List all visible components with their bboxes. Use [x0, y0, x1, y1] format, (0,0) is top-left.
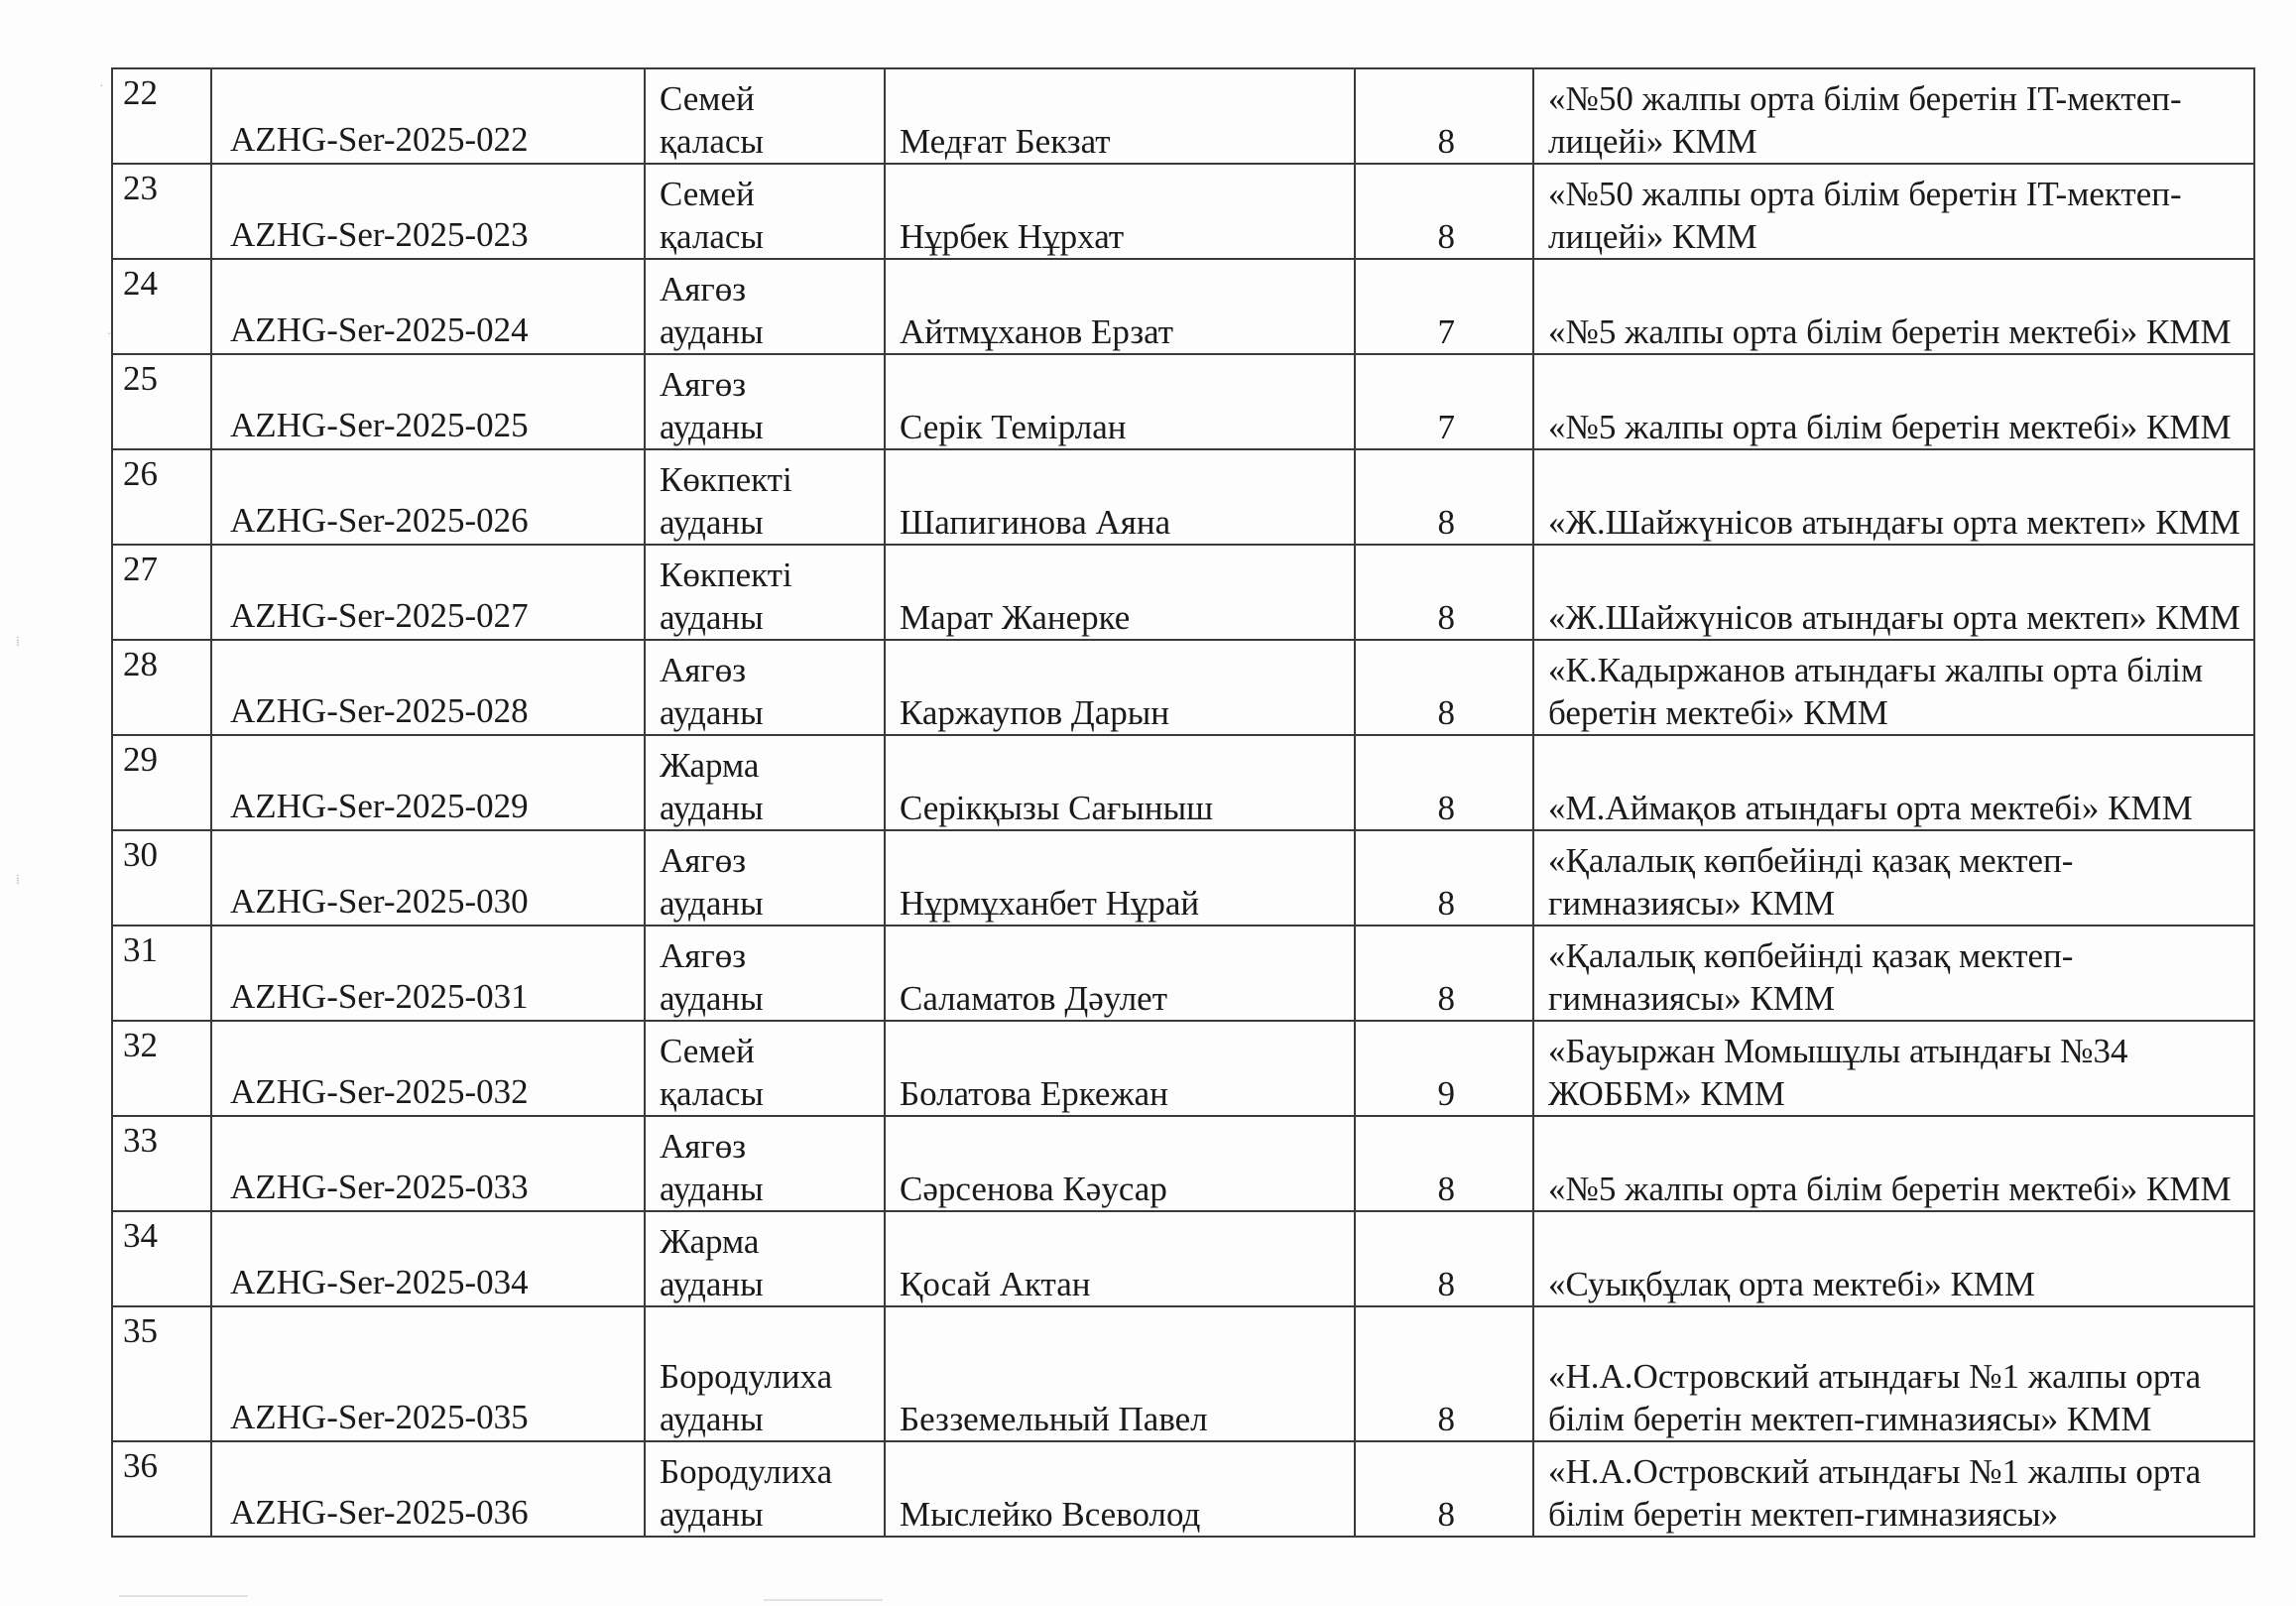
- participant-code-cell: AZHG-Ser-2025-026: [211, 449, 645, 545]
- region-type: ауданы: [660, 1400, 764, 1438]
- participant-name-cell: Нұрбек Нұрхат: [885, 164, 1355, 259]
- row-number-cell: 28: [112, 640, 211, 735]
- region-cell: [645, 1441, 885, 1537]
- table-row: [112, 164, 2254, 259]
- participant-code-cell: AZHG-Ser-2025-032: [211, 1021, 645, 1116]
- region-cell: [645, 545, 885, 640]
- region-name: Жарма: [660, 1222, 760, 1261]
- school-cell: «Бауыржан Момышұлы атындағы №34 ЖОББМ» КММ: [1533, 1021, 2254, 1116]
- row-number-cell: 36: [112, 1441, 211, 1537]
- grade-cell: 8: [1355, 68, 1533, 164]
- region-cell: [645, 1021, 885, 1116]
- participant-name-cell: Нұрмұханбет Нұрай: [885, 830, 1355, 926]
- school-cell: «Қалалық көпбейінді қазақ мектеп-гимназиясы» КММ: [1533, 926, 2254, 1021]
- region-type: ауданы: [660, 408, 764, 446]
- table-row: [112, 449, 2254, 545]
- grade-cell: 8: [1355, 1211, 1533, 1306]
- region-name: Семей: [660, 175, 755, 213]
- grade-cell: 7: [1355, 259, 1533, 354]
- table-row: [112, 1116, 2254, 1211]
- table-row: [112, 1021, 2254, 1116]
- table-row: [112, 640, 2254, 735]
- participant-name-cell: Серікқызы Сағыныш: [885, 735, 1355, 830]
- participant-code-cell: AZHG-Ser-2025-033: [211, 1116, 645, 1211]
- region-cell: [645, 735, 885, 830]
- table-row: [112, 1211, 2254, 1306]
- participant-code-cell: AZHG-Ser-2025-035: [211, 1306, 645, 1441]
- table-row: [112, 259, 2254, 354]
- participant-code-cell: AZHG-Ser-2025-024: [211, 259, 645, 354]
- participant-name-cell: Безземельный Павел: [885, 1306, 1355, 1441]
- row-number-cell: 24: [112, 259, 211, 354]
- region-type: ауданы: [660, 1170, 764, 1208]
- grade-cell: 8: [1355, 545, 1533, 640]
- grade-cell: 8: [1355, 926, 1533, 1021]
- table-row: [112, 68, 2254, 164]
- participant-code-cell: AZHG-Ser-2025-031: [211, 926, 645, 1021]
- row-number-cell: 30: [112, 830, 211, 926]
- grade-cell: 8: [1355, 449, 1533, 545]
- scan-artifact-line: [119, 1595, 248, 1597]
- table-row: [112, 1306, 2254, 1441]
- table-row: [112, 545, 2254, 640]
- row-number-cell: 26: [112, 449, 211, 545]
- region-type: қаласы: [660, 122, 764, 161]
- row-number-cell: 31: [112, 926, 211, 1021]
- region-cell: [645, 68, 885, 164]
- grade-cell: 8: [1355, 1441, 1533, 1537]
- region-cell: [645, 1306, 885, 1441]
- participants-table: [111, 67, 2255, 1538]
- grade-cell: 7: [1355, 354, 1533, 449]
- participant-code-cell: AZHG-Ser-2025-030: [211, 830, 645, 926]
- school-cell: «Ж.Шайжүнісов атындағы орта мектеп» КММ: [1533, 545, 2254, 640]
- scan-margin-mark: ⁞: [16, 873, 20, 888]
- participant-name-cell: Қосай Актан: [885, 1211, 1355, 1306]
- participant-name-cell: Медғат Бекзат: [885, 68, 1355, 164]
- grade-cell: 9: [1355, 1021, 1533, 1116]
- grade-cell: 8: [1355, 1116, 1533, 1211]
- region-type: ауданы: [660, 884, 764, 923]
- participant-name-cell: Сәрсенова Кәусар: [885, 1116, 1355, 1211]
- participant-name-cell: Шапигинова Аяна: [885, 449, 1355, 545]
- row-number-cell: 29: [112, 735, 211, 830]
- region-type: қаласы: [660, 217, 764, 256]
- table-row: [112, 1441, 2254, 1537]
- table-row: [112, 926, 2254, 1021]
- participant-code-cell: AZHG-Ser-2025-029: [211, 735, 645, 830]
- row-number-cell: 25: [112, 354, 211, 449]
- participant-code-cell: AZHG-Ser-2025-022: [211, 68, 645, 164]
- region-cell: [645, 926, 885, 1021]
- region-cell: [645, 164, 885, 259]
- region-cell: [645, 640, 885, 735]
- region-name: Аягөз: [660, 936, 747, 975]
- participant-code-cell: AZHG-Ser-2025-023: [211, 164, 645, 259]
- school-cell: «М.Аймақов атындағы орта мектебі» КММ: [1533, 735, 2254, 830]
- region-cell: [645, 354, 885, 449]
- grade-cell: 8: [1355, 735, 1533, 830]
- row-number-cell: 35: [112, 1306, 211, 1441]
- school-cell: «№5 жалпы орта білім беретін мектебі» КММ: [1533, 1116, 2254, 1211]
- region-type: ауданы: [660, 789, 764, 827]
- region-type: ауданы: [660, 979, 764, 1018]
- region-cell: [645, 259, 885, 354]
- table-row: [112, 830, 2254, 926]
- region-name: Аягөз: [660, 651, 747, 689]
- grade-cell: 8: [1355, 640, 1533, 735]
- region-cell: [645, 1211, 885, 1306]
- row-number-cell: 33: [112, 1116, 211, 1211]
- participant-code-cell: AZHG-Ser-2025-027: [211, 545, 645, 640]
- participant-name-cell: Марат Жанерке: [885, 545, 1355, 640]
- participant-name-cell: Мыслейко Всеволод: [885, 1441, 1355, 1537]
- region-type: ауданы: [660, 1265, 764, 1303]
- scan-margin-mark: ⁞: [16, 635, 20, 650]
- school-cell: «№5 жалпы орта білім беретін мектебі» КММ: [1533, 259, 2254, 354]
- region-name: Аягөз: [660, 841, 747, 880]
- scan-margin-mark: ·: [107, 327, 112, 342]
- scan-margin-mark: ·: [99, 79, 104, 94]
- region-name: Аягөз: [660, 365, 747, 404]
- participant-name-cell: Каржаупов Дарын: [885, 640, 1355, 735]
- table-row: [112, 735, 2254, 830]
- school-cell: «Суықбұлақ орта мектебі» КММ: [1533, 1211, 2254, 1306]
- region-cell: [645, 1116, 885, 1211]
- region-cell: [645, 830, 885, 926]
- participant-name-cell: Болатова Еркежан: [885, 1021, 1355, 1116]
- row-number-cell: 32: [112, 1021, 211, 1116]
- row-number-cell: 27: [112, 545, 211, 640]
- participant-code-cell: AZHG-Ser-2025-036: [211, 1441, 645, 1537]
- region-type: ауданы: [660, 312, 764, 351]
- participant-code-cell: AZHG-Ser-2025-028: [211, 640, 645, 735]
- school-cell: «Н.А.Островский атындағы №1 жалпы орта білім беретін мектеп-гимназиясы» КММ: [1533, 1306, 2254, 1441]
- region-type: ауданы: [660, 598, 764, 637]
- grade-cell: 8: [1355, 830, 1533, 926]
- region-name: Жарма: [660, 746, 760, 785]
- school-cell: «№50 жалпы орта білім беретін IT-мектеп-лицейі» КММ: [1533, 68, 2254, 164]
- region-name: Аягөз: [660, 270, 747, 309]
- school-cell: «Ж.Шайжүнісов атындағы орта мектеп» КММ: [1533, 449, 2254, 545]
- row-number-cell: 22: [112, 68, 211, 164]
- participant-name-cell: Серік Темірлан: [885, 354, 1355, 449]
- table-row: [112, 354, 2254, 449]
- grade-cell: 8: [1355, 1306, 1533, 1441]
- region-name: Көкпекті: [660, 556, 792, 594]
- region-type: ауданы: [660, 1495, 764, 1534]
- participant-code-cell: AZHG-Ser-2025-034: [211, 1211, 645, 1306]
- school-cell: «№50 жалпы орта білім беретін IT-мектеп-лицейі» КММ: [1533, 164, 2254, 259]
- grade-cell: 8: [1355, 164, 1533, 259]
- region-name: Семей: [660, 1032, 755, 1070]
- region-cell: [645, 449, 885, 545]
- region-name: Көкпекті: [660, 460, 792, 499]
- row-number-cell: 23: [112, 164, 211, 259]
- region-type: қаласы: [660, 1074, 764, 1113]
- participant-code-cell: AZHG-Ser-2025-025: [211, 354, 645, 449]
- region-name: Бородулиха: [660, 1452, 833, 1491]
- participant-name-cell: Айтмұханов Ерзат: [885, 259, 1355, 354]
- region-name: Бородулиха: [660, 1357, 833, 1396]
- participant-name-cell: Саламатов Дәулет: [885, 926, 1355, 1021]
- region-name: Семей: [660, 79, 755, 118]
- region-name: Аягөз: [660, 1127, 747, 1166]
- school-cell: «Н.А.Островский атындағы №1 жалпы орта білім беретін мектеп-гимназиясы»: [1533, 1441, 2254, 1537]
- school-cell: «К.Кадыржанов атындағы жалпы орта білім беретін мектебі» КММ: [1533, 640, 2254, 735]
- scan-artifact-line: [764, 1599, 883, 1601]
- school-cell: «Қалалық көпбейінді қазақ мектеп-гимназиясы» КММ: [1533, 830, 2254, 926]
- region-type: ауданы: [660, 693, 764, 732]
- row-number-cell: 34: [112, 1211, 211, 1306]
- region-type: ауданы: [660, 503, 764, 542]
- school-cell: «№5 жалпы орта білім беретін мектебі» КММ: [1533, 354, 2254, 449]
